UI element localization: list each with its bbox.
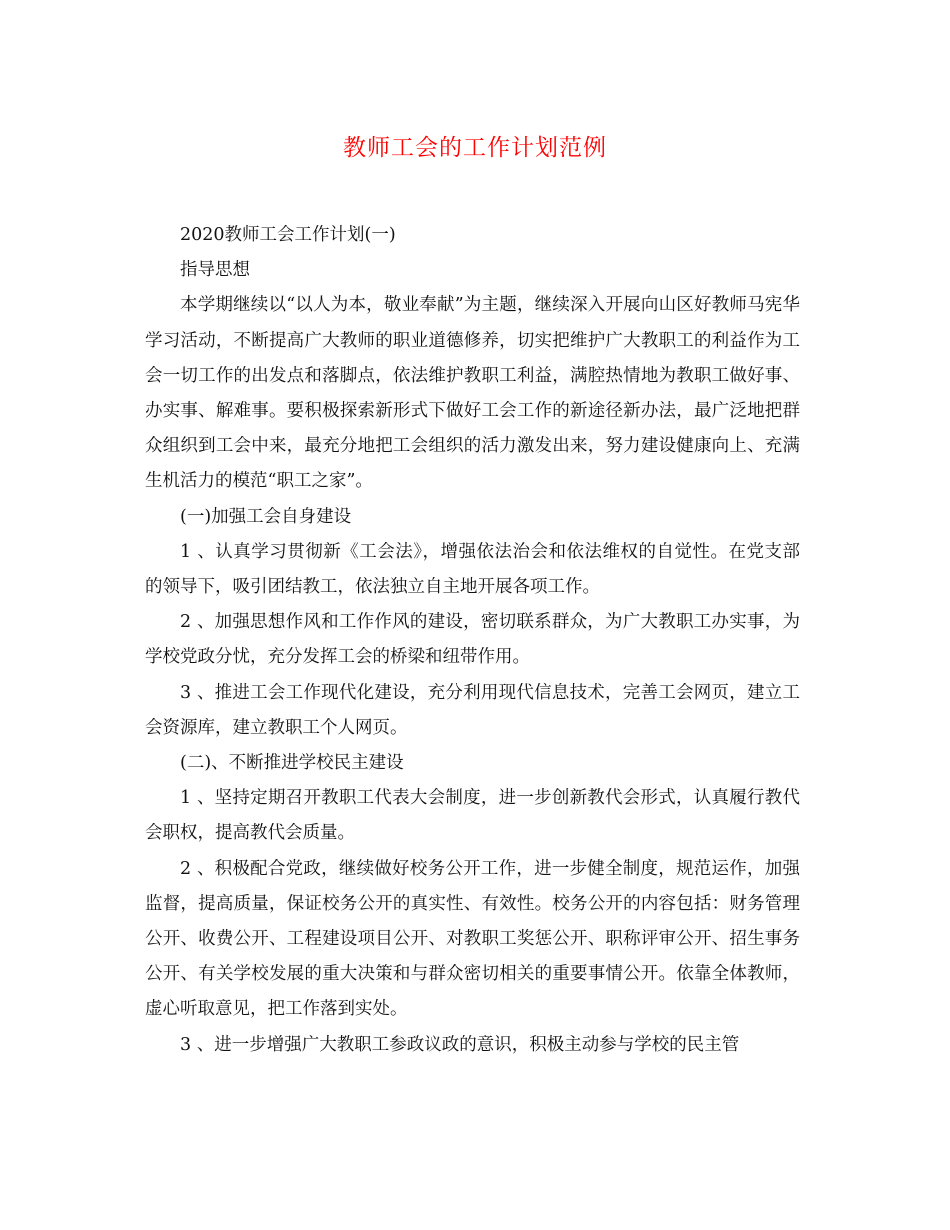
list-item: 3 、进一步增强广大教职工参政议政的意识，积极主动参与学校的民主管 [180, 1034, 740, 1055]
document-body [145, 218, 800, 1063]
paragraph: 本学期继续以“以人为本，敬业奉献”为主题，继续深入开展向山区好教师马宪华学习活动，不断提高广大教师的职业道德修养，切实把维护广大教职工的利益作为工会一切工作的出发点和落脚点，依法维护教职工利益，满腔热情地为教职工做好事、办实事、解难事。要积极探索新形式下做好工会工作的新途径新办法，最广泛地把群众组织到工会中来，最充分地把工会组织的活力激发出来，努力建设健康向上、充满生机活力的模范“职工之家”。 [145, 295, 800, 492]
list-item: 2 、加强思想作风和工作作风的建设，密切联系群众，为广大教职工办实事，为学校党政分忧，充分发挥工会的桥梁和纽带作用。 [145, 612, 800, 668]
section-heading: 2020教师工会工作计划(一) [180, 225, 396, 245]
subheading-guiding-thought: 指导思想 [180, 260, 250, 281]
list-item: 2 、积极配合党政，继续做好校务公开工作，进一步健全制度，规范运作，加强监督，提高质量，保证校务公开的真实性、有效性。校务公开的内容包括：财务管理公开、收费公开、工程建设项目公开、对教职工奖惩公开、职称评审公开、招生事务公开、有关学校发展的重大决策和与群众密切相关的重要事情公开。依靠全体教师，虚心听取意见，把工作落到实处。 [145, 858, 800, 1020]
list-item: 1 、坚持定期召开教职工代表大会制度，进一步创新教代会形式，认真履行教代会职权，提高教代会质量。 [145, 788, 800, 844]
document-title: 教师工会的工作计划范例 [343, 135, 607, 161]
list-item: 1 、认真学习贯彻新《工会法》，增强依法治会和依法维权的自觉性。在党支部的领导下，吸引团结教工，依法独立自主地开展各项工作。 [145, 541, 800, 598]
list-item: 3 、推进工会工作现代化建设，充分利用现代信息技术，完善工会网页，建立工会资源库，建立教职工个人网页。 [145, 682, 800, 738]
subheading-part-2: (二)、不断推进学校民主建设 [180, 753, 404, 774]
subheading-part-1: (一)加强工会自身建设 [180, 506, 352, 527]
